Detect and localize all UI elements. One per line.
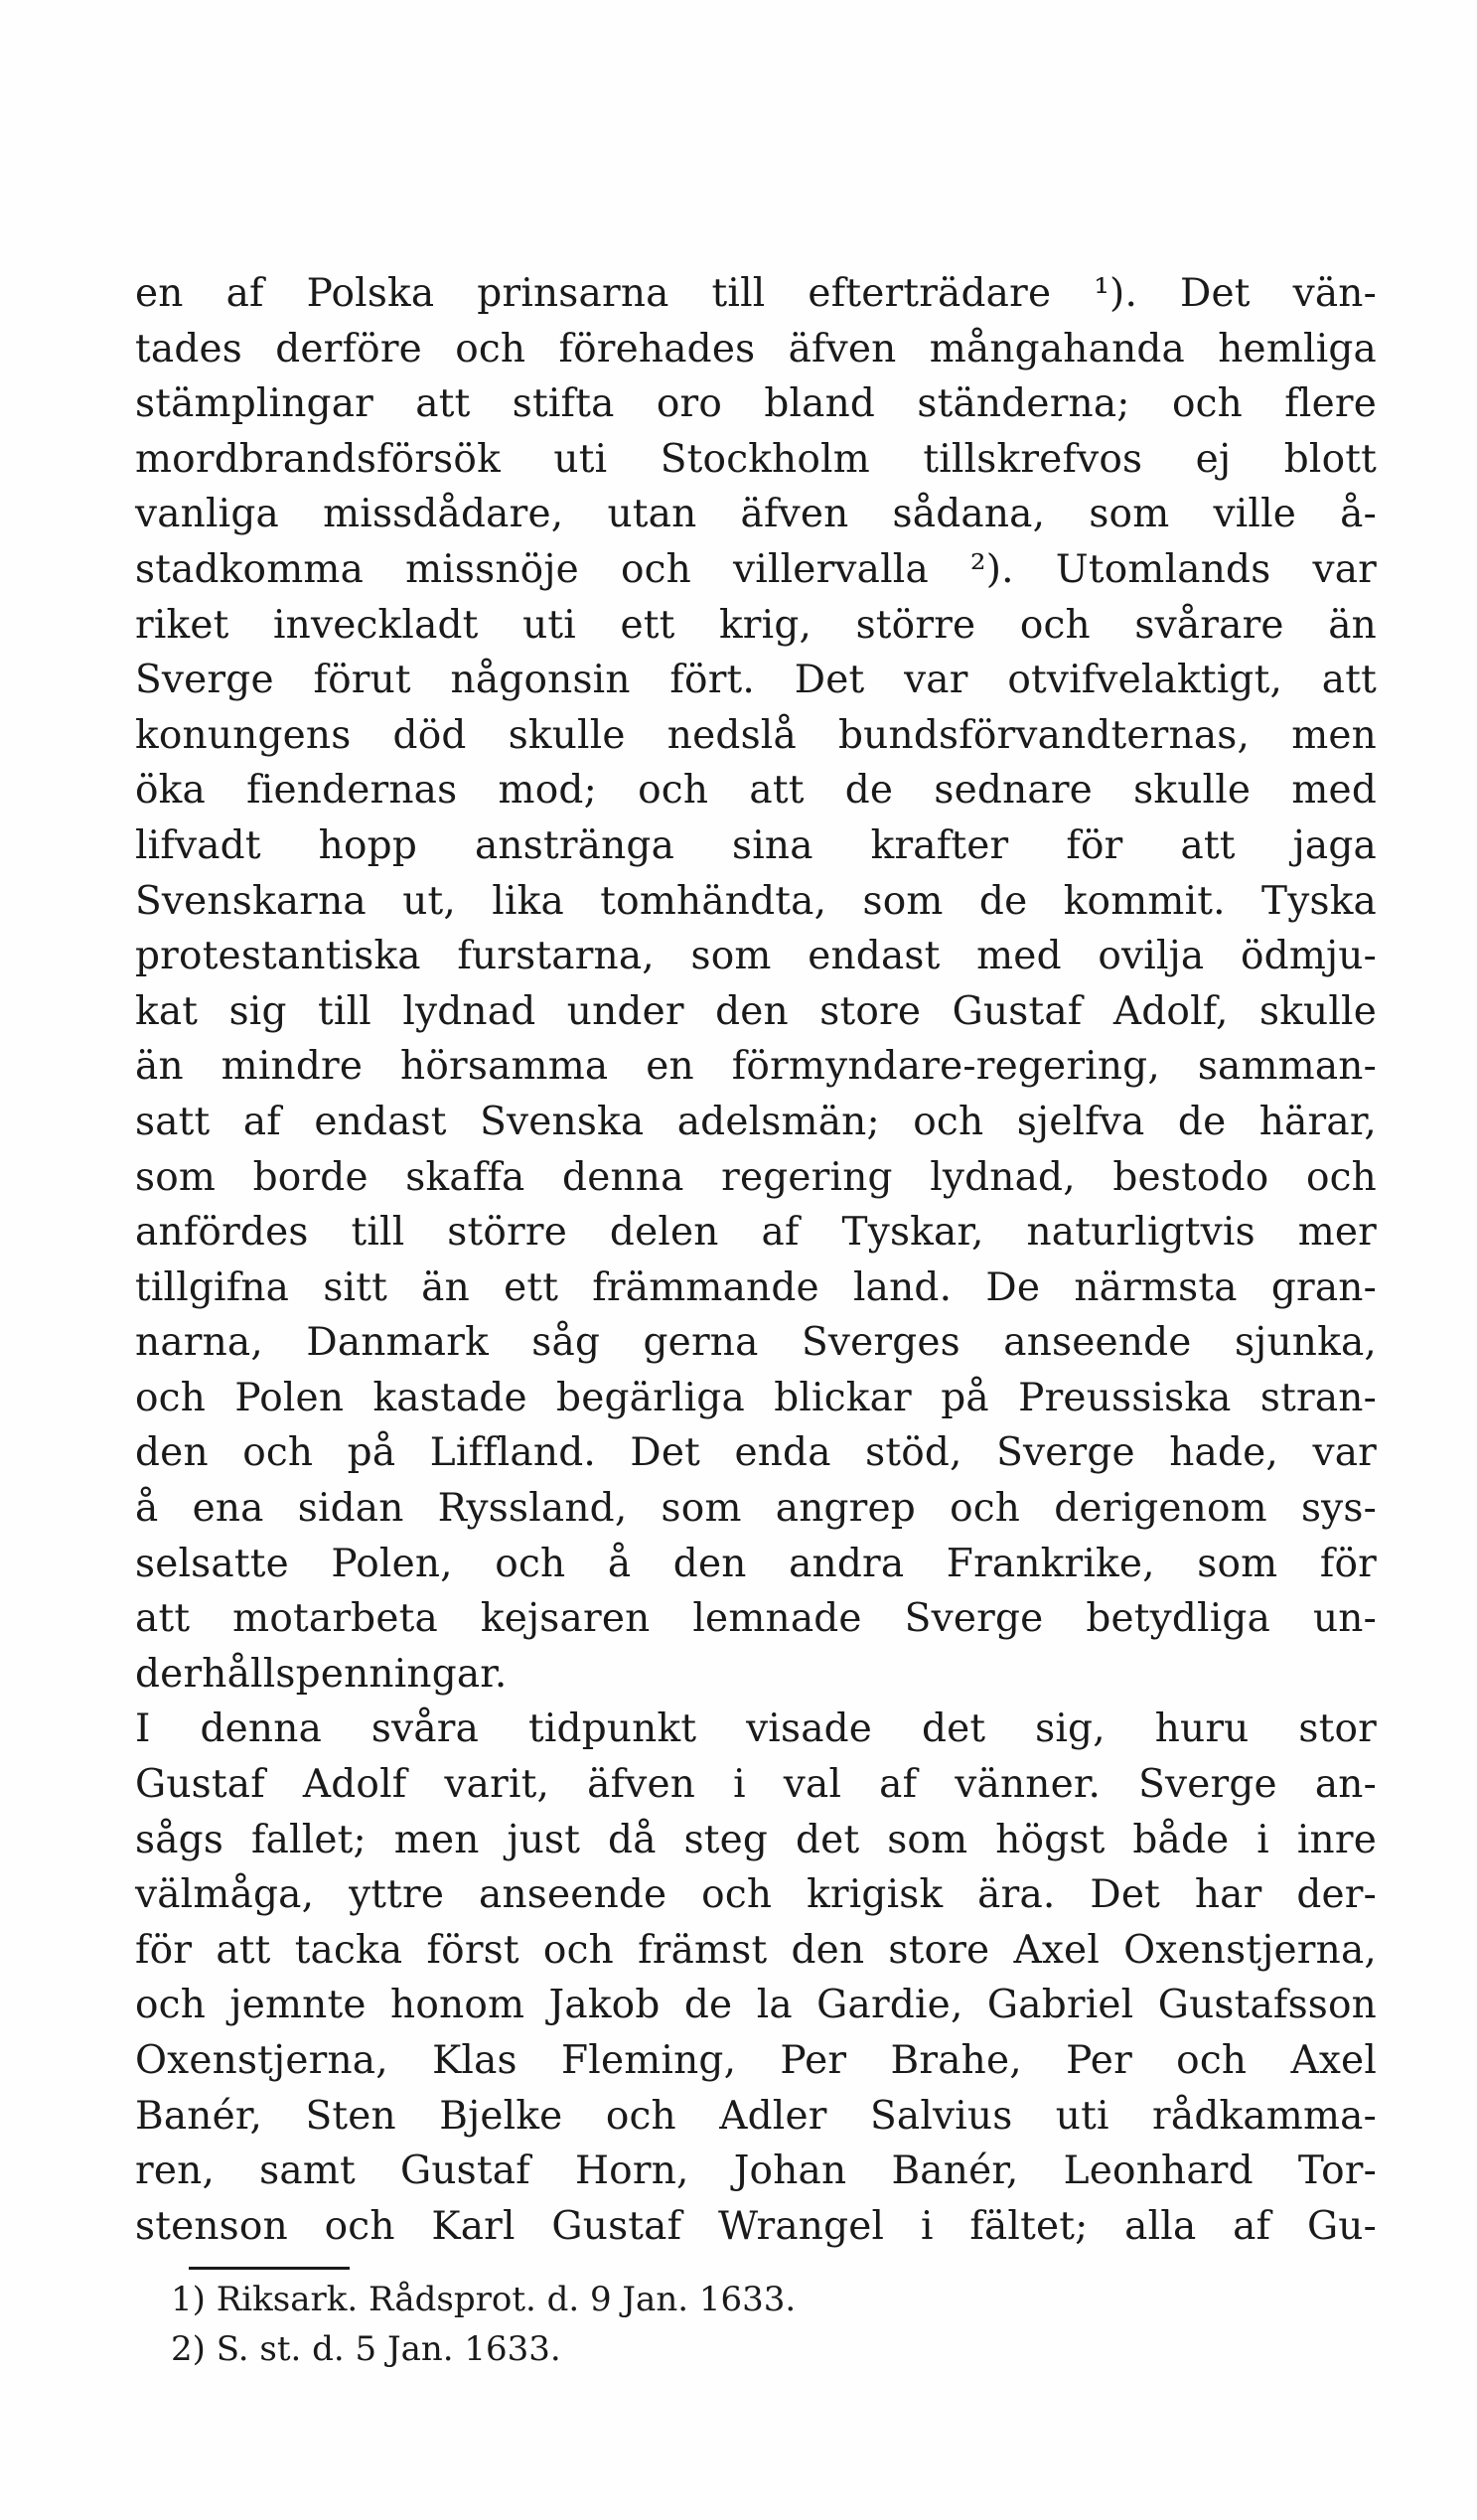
- text-line: kat sig till lydnad under den store Gustaf Adolf, skulle: [135, 988, 1377, 1034]
- text-line: Banér, Sten Bjelke och Adler Salvius uti rådkamma-: [135, 2093, 1377, 2139]
- text-line: å ena sidan Ryssland, som angrep och derigenom sys-: [135, 1486, 1377, 1532]
- text-line: tades derföre och förehades äfven mångahanda hemliga: [135, 326, 1377, 371]
- text-line: och jemnte honom Jakob de la Gardie, Gabriel Gustafsson: [135, 1983, 1377, 2028]
- footnote-divider: [189, 2267, 350, 2270]
- text-line: riket inveckladt uti ett krig, större och svårare än: [135, 602, 1377, 648]
- text-line: stadkomma missnöje och villervalla ²). Utomlands var: [135, 546, 1377, 592]
- text-line: mordbrandsförsök uti Stockholm tillskrefvos ej blott: [135, 436, 1377, 482]
- text-line: Gustaf Adolf varit, äfven i val af vänner. Sverge an-: [135, 1762, 1377, 1808]
- text-line: stenson och Karl Gustaf Wrangel i fältet; alla af Gu-: [135, 2203, 1377, 2249]
- text-line: vanliga missdådare, utan äfven sådana, som ville å-: [135, 492, 1377, 537]
- text-line: Sverge förut någonsin fört. Det var otvifvelaktigt, att: [135, 658, 1377, 703]
- text-line: tillgifna sitt än ett främmande land. De närmsta gran-: [135, 1264, 1377, 1310]
- text-line: satt af endast Svenska adelsmän; och sjelfva de härar,: [135, 1099, 1377, 1144]
- text-line: ren, samt Gustaf Horn, Johan Banér, Leonhard Tor-: [135, 2149, 1377, 2194]
- text-line: Oxenstjerna, Klas Fleming, Per Brahe, Per och Axel: [135, 2038, 1377, 2083]
- text-line: öka fiendernas mod; och att de sednare skulle med: [135, 768, 1377, 814]
- text-line: derhållspenningar.: [135, 1651, 508, 1697]
- text-line: en af Polska prinsarna till efterträdare ¹). Det vän-: [135, 271, 1377, 316]
- body-text: [135, 266, 1377, 2254]
- text-line: än mindre hörsamma en förmyndare-regering, samman-: [135, 1044, 1377, 1090]
- text-line: välmåga, yttre anseende och krigisk ära. Det har der-: [135, 1872, 1377, 1918]
- text-line: selsatte Polen, och å den andra Frankrike, som för: [135, 1541, 1377, 1586]
- footnotes: [171, 2275, 1065, 2374]
- text-line: konungens död skulle nedslå bundsförvandternas, men: [135, 712, 1377, 758]
- footnote: 2) S. st. d. 5 Jan. 1633.: [171, 2329, 561, 2369]
- text-line: Svenskarna ut, lika tomhändta, som de kommit. Tyska: [135, 878, 1377, 924]
- text-line: lifvadt hopp anstränga sina krafter för att jaga: [135, 822, 1377, 868]
- text-line: narna, Danmark såg gerna Sverges anseende sjunka,: [135, 1320, 1377, 1366]
- text-line: sågs fallet; men just då steg det som högst både i inre: [135, 1817, 1377, 1862]
- text-line: stämplingar att stifta oro bland ständerna; och flere: [135, 381, 1377, 427]
- text-line: protestantiska furstarna, som endast med ovilja ödmju-: [135, 934, 1377, 979]
- text-line: att motarbeta kejsaren lemnade Sverge betydliga un-: [135, 1596, 1377, 1642]
- text-line: och Polen kastade begärliga blickar på Preussiska stran-: [135, 1375, 1377, 1420]
- footnote: 1) Riksark. Rådsprot. d. 9 Jan. 1633.: [171, 2280, 797, 2319]
- text-line: anfördes till större delen af Tyskar, naturligtvis mer: [135, 1210, 1377, 1256]
- text-line: I denna svåra tidpunkt visade det sig, huru stor: [135, 1706, 1377, 1752]
- text-line: för att tacka först och främst den store Axel Oxenstjerna,: [135, 1927, 1377, 1973]
- text-line: som borde skaffa denna regering lydnad, bestodo och: [135, 1154, 1377, 1200]
- text-line: den och på Liffland. Det enda stöd, Sverge hade, var: [135, 1430, 1377, 1476]
